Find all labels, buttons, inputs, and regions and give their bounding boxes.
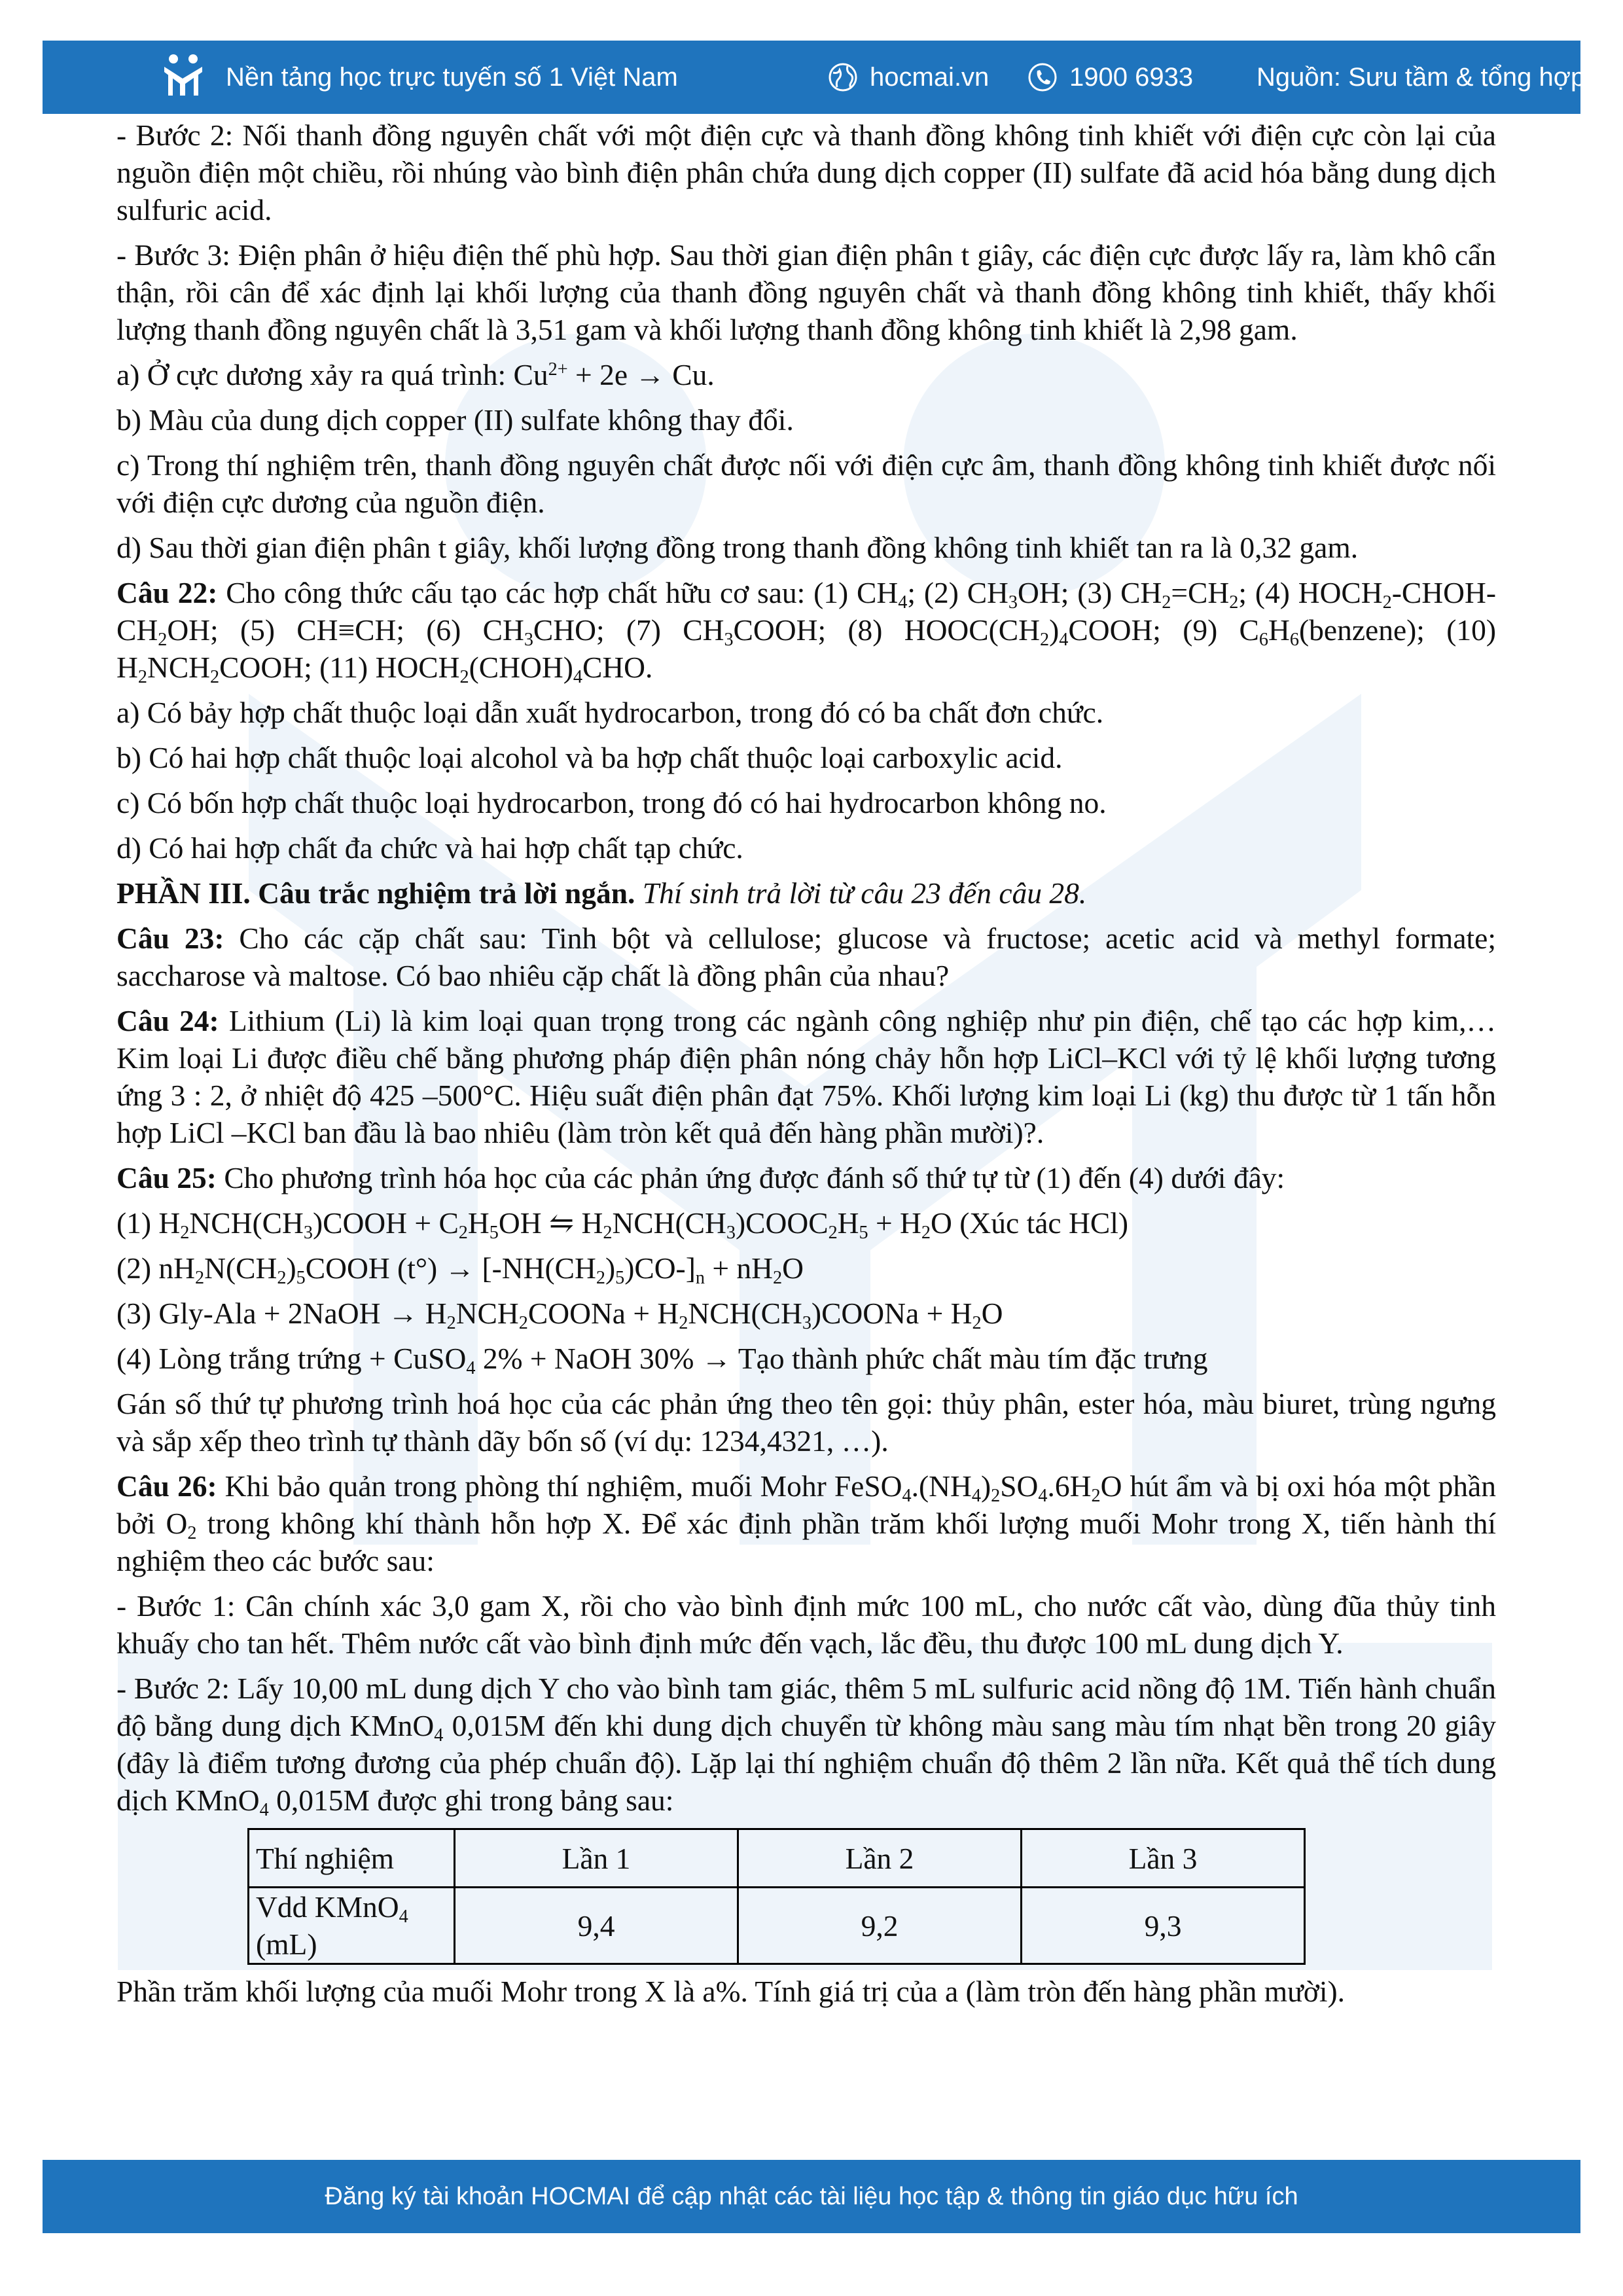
table-header-cell: Lần 2 [738,1829,1022,1888]
q25-eq1: (1) $H_2NCH(CH_3)COOH + C_2H_5OH$ ⇋ $H_2NCH(CH_3)COOC_2H_5 + H_2O$ (Xúc tác HCl) [116,1206,1129,1243]
header-website-label: hocmai.vn [870,62,990,92]
q22-option-c: c) Có bốn hợp chất thuộc loại hydrocarbon, trong đó có hai hydrocarbon không no. [116,786,1107,819]
table-header-cell: Thí nghiệm [249,1829,455,1888]
q26-step1: - Bước 1: Cân chính xác 3,0 gam X, rồi cho vào bình định mức 100 mL, cho nước cất vào, dùng đũa thủy tinh khuấy cho tan hết. Thêm nước cất vào bình định mức đến vạch, lắc đều, thu được 100 mL dung dịch Y. [116,1589,1496,1660]
header-slogan: Nền tảng học trực tuyến số 1 Việt Nam [226,62,678,92]
hocmai-logo-icon [159,52,207,105]
table-cell: 9,2 [738,1888,1022,1964]
q21-step2: - Bước 2: Nối thanh đồng nguyên chất với một điện cực và thanh đồng không tinh khiết với điện cực còn lại của nguồn điện một chiều, rồi nhúng vào bình điện phân chứa dung dịch copper (II) sulfate đã acid hóa bằng dung dịch sulfuric acid. [116,118,1496,226]
part3-heading: PHẦN III. Câu trắc nghiệm trả lời ngắn. Thí sinh trả lời từ câu 23 đến câu 28. [116,876,1087,910]
q21-option-a: a) Ở cực dương xảy ra quá trình: $Cu^{2+} + 2e \to Cu$. [116,358,715,391]
table-header-cell: Lần 3 [1022,1829,1305,1888]
q25-eq3: (3) Gly-Ala + 2NaOH → $H_2NCH_2COONa$ + $H_2NCH(CH_3)COONa + H_2O$ [116,1297,1003,1333]
table-header-row [249,1829,1305,1888]
q25-stem: Câu 25: Cho phương trình hóa học của các phản ứng được đánh số thứ tự từ (1) đến (4) dưới đây: [116,1161,1285,1194]
table-row [249,1888,1305,1964]
globe-icon [828,62,858,92]
q24: Câu 24: Lithium (Li) là kim loại quan trọng trong các ngành công nghiệp như pin điện, chế tạo các hợp kim,…Kim loại Li được điều chế bằng phương pháp điện phân nóng chảy hỗn hợp LiCl–KCl với tỷ lệ khối lượng tương ứng 3 : 2, ở nhiệt độ 425 –500°C. Hiệu suất điện phân đạt 75%. Khối lượng kim loại Li (kg) thu được từ 1 tấn hỗn hợp LiCl –KCl ban đầu là bao nhiêu (làm tròn kết quả đến hàng phần mười)?. [116,1004,1496,1149]
q21-step3: - Bước 3: Điện phân ở hiệu điện thế phù hợp. Sau thời gian điện phân t giây, các điện cực được lấy ra, làm khô cẩn thận, rồi cân để xác định lại khối lượng của thanh đồng nguyên chất và thanh đồng không tinh khiết, thấy khối lượng thanh đồng nguyên chất là 3,51 gam và khối lượng thanh đồng không tinh khiết là 2,98 gam. [116,238,1496,346]
q26-final: Phần trăm khối lượng của muối Mohr trong X là a%. Tính giá trị của a (làm tròn đến hàng phần mười). [116,1975,1346,2008]
q21-option-c: c) Trong thí nghiệm trên, thanh đồng nguyên chất được nối với điện cực âm, thanh đồng không tinh khiết được nối với điện cực dương của nguồn điện. [116,448,1496,519]
q26-stem: Câu 26: Khi bảo quản trong phòng thí nghiệm, muối Mohr $FeSO_4.(NH_4)_2SO_4.6H_2O$ hút ẩm và bị oxi hóa một phần bởi $O_2$ trong không khí thành hỗn hợp X. Để xác định phần trăm khối lượng muối Mohr trong X, tiến hành thí nghiệm theo các bước sau: [116,1469,1497,1577]
q21-option-b: b) Màu của dung dịch copper (II) sulfate không thay đổi. [116,403,794,437]
q22-option-a: a) Có bảy hợp chất thuộc loại dẫn xuất hydrocarbon, trong đó có ba chất đơn chức. [116,696,1104,729]
document-content [116,117,1496,2018]
q25-instruction: Gán số thứ tự phương trình hoá học của các phản ứng theo tên gọi: thủy phân, ester hóa, màu biuret, trùng ngưng và sắp xếp theo trình tự thành dãy bốn số (ví dụ: 1234,4321, …). [116,1387,1496,1458]
q25-eq2: (2) $nH_2N(CH_2)_5COOH$ $(t^\circ) \to [-NH(CH_2)_5)CO-]_n + nH_2O$ [116,1251,804,1288]
q23: Câu 23: Cho các cặp chất sau: Tinh bột và cellulose; glucose và fructose; acetic acid và methyl formate; saccharose và maltose. Có bao nhiêu cặp chất là đồng phân của nhau? [116,922,1496,992]
header-hotline-label: 1900 6933 [1069,62,1194,92]
header-website[interactable] [828,41,989,114]
header-source: Nguồn: Sưu tầm & tổng hợp [1257,62,1586,92]
footer-bar[interactable] [43,2160,1580,2233]
table-row-label: Vdd KMnO$_4$ (mL) [249,1888,455,1964]
table-cell: 9,4 [455,1888,738,1964]
q25-eq4: (4) Lòng trắng trứng + CuSO$_4$ 2% + NaOH 30% → Tạo thành phức chất màu tím đặc trưng [116,1342,1208,1378]
titration-table [247,1828,1306,1965]
q26-step2: - Bước 2: Lấy 10,00 mL dung dịch Y cho vào bình tam giác, thêm 5 mL sulfuric acid nồng độ 1M. Tiến hành chuẩn độ bằng dung dịch KMnO$_4$ 0,015M đến khi dung dịch chuyển từ không màu sang màu tím nhạt bền trong 20 giây (đây là điểm tương đương của phép chuẩn độ). Lặp lại thí nghiệm chuẩn độ thêm 2 lần nữa. Kết quả thể tích dung dịch KMnO$_4$ 0,015M được ghi trong bảng sau: [116,1672,1496,1820]
header-bar [43,41,1586,114]
table-header-cell: Lần 1 [455,1829,738,1888]
q22-option-b: b) Có hai hợp chất thuộc loại alcohol và ba hợp chất thuộc loại carboxylic acid. [116,741,1063,774]
table-cell: 9,3 [1022,1888,1305,1964]
q21-option-d: d) Sau thời gian điện phân t giây, khối lượng đồng trong thanh đồng không tinh khiết tan ra là 0,32 gam. [116,531,1359,564]
footer-text: Đăng ký tài khoản HOCMAI để cập nhật các tài liệu học tập & thông tin giáo dục hữu ích [325,2182,1298,2210]
header-hotline[interactable] [1027,41,1193,114]
phone-icon [1027,62,1058,92]
q22-stem: Câu 22: Cho công thức cấu tạo các hợp chất hữu cơ sau: (1) $CH_4$; (2) $CH_3OH$; (3) $CH_2=CH_2$; (4) $HOCH_2-CHOH-CH_2OH$; (5) CH≡CH; (6) $CH_3CHO$; (7) $CH_3COOH$; (8) $HOOC(CH_2)_4COOH$; (9) $C_6H_6(benzene)$; (10) $H_2NCH_2COOH$; (11) $HOCH_2(CHOH)_4CHO$. [116,576,1497,687]
q22-option-d: d) Có hai hợp chất đa chức và hai hợp chất tạp chức. [116,831,743,865]
